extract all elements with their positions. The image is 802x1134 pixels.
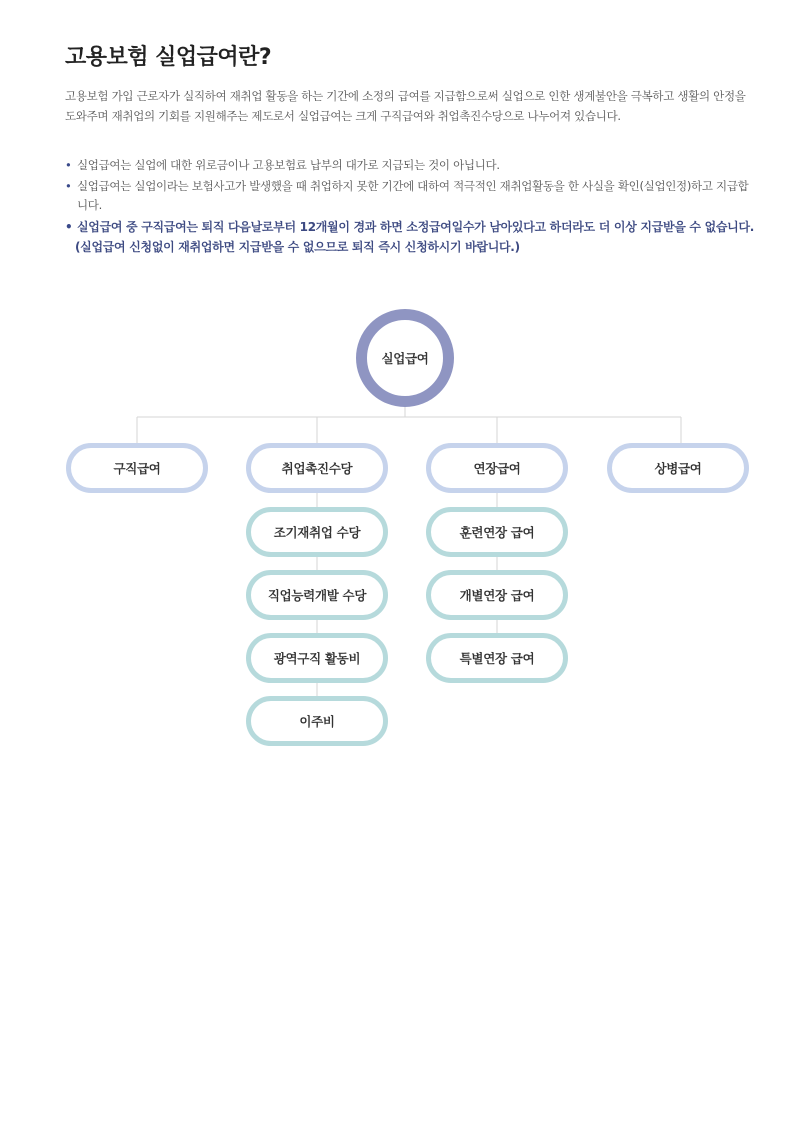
bullet-item: • 실업급여는 실업이라는 보험사고가 발생했을 때 취업하지 못한 기간에 대하여 적극적인 재취업활동을 한 사실을 확인(실업인정)하고 지급합니다. xyxy=(65,177,755,215)
org-node-early-reemployment-allowance: 조기재취업 수당 xyxy=(246,507,388,557)
org-node-vocational-development-allowance: 직업능력개발 수당 xyxy=(246,570,388,620)
page-title: 고용보험 실업급여란? xyxy=(65,45,272,70)
org-node-sickness-benefit: 상병급여 xyxy=(607,443,749,493)
org-root-node: 실업급여 xyxy=(356,309,454,407)
intro-paragraph: 고용보험 가입 근로자가 실직하여 재취업 활동을 하는 기간에 소정의 급여를 지급함으로써 실업으로 인한 생계불안을 극복하고 생활의 안정을 도와주며 재취업의 기회를 지원해주는 제도로서 실업급여는 크게 구직급여와 취업촉진수당으로 나누어져 있습니다. xyxy=(65,89,746,123)
org-node-special-extended-benefit: 특별연장 급여 xyxy=(426,633,568,683)
org-node-individual-extended-benefit: 개별연장 급여 xyxy=(426,570,568,620)
org-node-employment-promotion-allowance: 취업촉진수당 xyxy=(246,443,388,493)
bullet-item: • 실업급여는 실업에 대한 위로금이나 고용보험료 납부의 대가로 지급되는 것이 아닙니다. xyxy=(65,156,755,175)
org-node-training-extended-benefit: 훈련연장 급여 xyxy=(426,507,568,557)
bullet-note: (실업급여 신청없이 재취업하면 지급받을 수 없으므로 퇴직 즉시 신청하시기 바랍니다.) xyxy=(75,240,520,254)
org-node-extended-benefit: 연장급여 xyxy=(426,443,568,493)
org-node-job-seeking-benefit: 구직급여 xyxy=(66,443,208,493)
bullet-emphasis-text: 실업급여 중 구직급여는 퇴직 다음날로부터 12개월이 경과 하면 소정급여일수가 남아있다고 하더라도 더 이상 지급받을 수 없습니다. xyxy=(77,220,755,234)
org-node-wide-area-job-search-expense: 광역구직 활동비 xyxy=(246,633,388,683)
info-bullet-list xyxy=(65,156,755,259)
org-node-relocation-expense: 이주비 xyxy=(246,696,388,746)
bullet-item-emphasis xyxy=(65,217,755,257)
